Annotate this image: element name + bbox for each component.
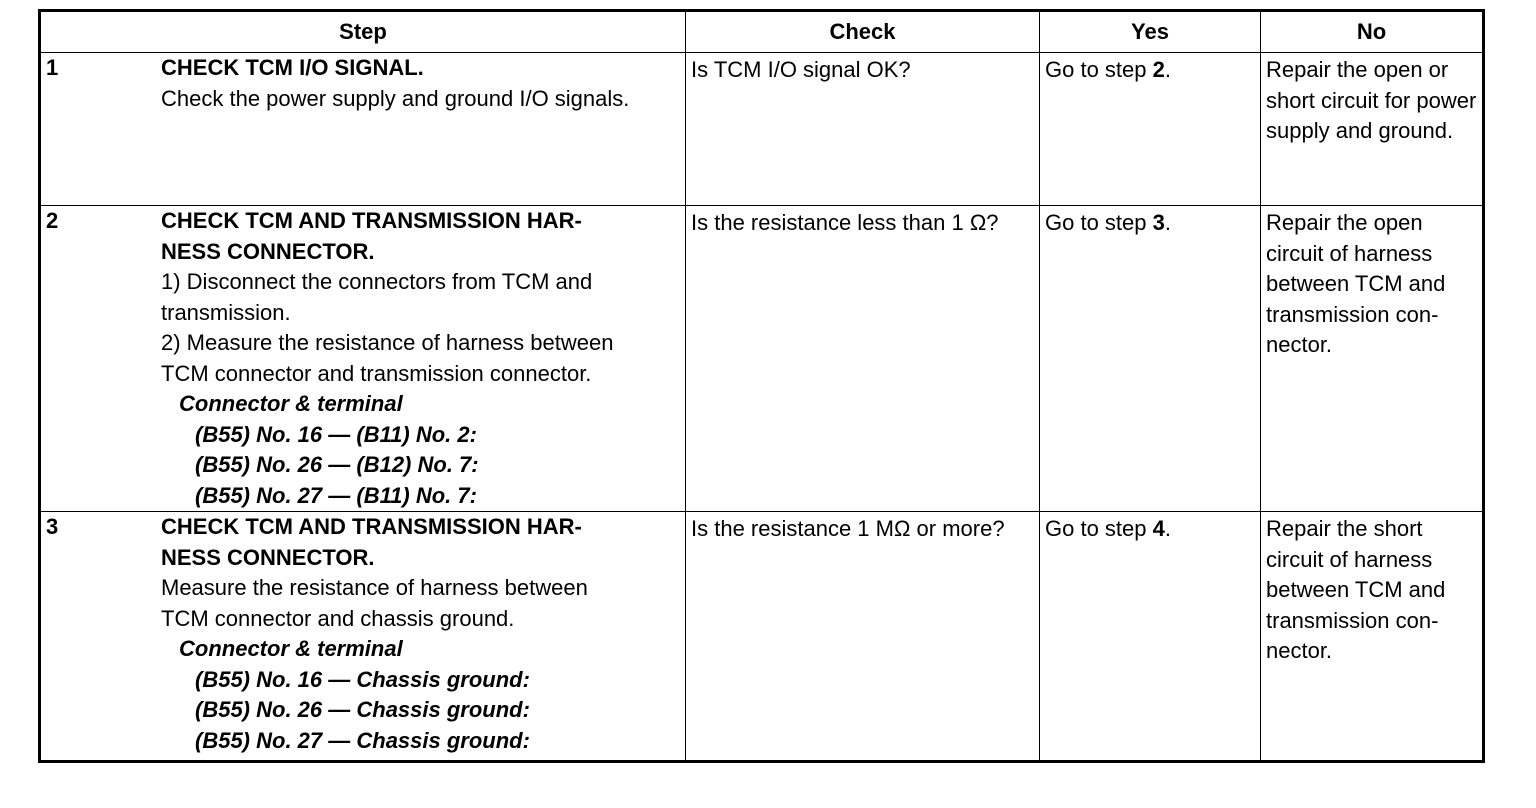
connector-terminal-label: Connector & terminal [179,636,403,661]
yes-prefix: Go to step [1045,516,1153,541]
yes-step-number: 4 [1152,516,1165,541]
step-instruction: 1) Disconnect the connectors from TCM and [161,269,593,294]
header-no: No [1261,11,1484,53]
yes-cell [1040,206,1261,512]
check-cell [686,512,1040,762]
table-header-row [40,11,1484,53]
terminal-spec: (B55) No. 26 — (B12) No. 7: [195,452,479,477]
no-action: Repair the short circuit of harness between TCM and transmission con-nector. [1266,516,1446,663]
step-cell [40,53,686,206]
no-action: Repair the open circuit of harness between TCM and transmission con-nector. [1266,210,1446,357]
yes-step-number: 2 [1152,57,1165,82]
step-body [161,512,677,756]
table-row [40,206,1484,512]
yes-prefix: Go to step [1045,210,1153,235]
check-question: Is the resistance less than 1 Ω? [691,210,999,235]
step-number: 1 [46,55,59,80]
step-title: CHECK TCM I/O SIGNAL. [161,55,424,80]
step-title: CHECK TCM AND TRANSMISSION HAR- [161,514,582,539]
connector-terminal-label: Connector & terminal [179,391,403,416]
yes-prefix: Go to step [1045,57,1153,82]
step-instruction: TCM connector and transmission connector. [161,360,592,386]
terminal-spec: (B55) No. 16 — (B11) No. 2: [195,421,477,447]
check-cell [686,206,1040,512]
step-number: 2 [46,208,59,233]
step-instruction: Measure the resistance of harness between [161,575,588,600]
yes-cell [1040,512,1261,762]
step-instruction: 2) Measure the resistance of harness between [161,330,614,355]
no-action: Repair the open or short circuit for power supply and ground. [1266,57,1477,143]
header-step: Step [40,11,686,53]
check-question: Is the resistance 1 MΩ or more? [691,516,1005,541]
table-row [40,512,1484,762]
header-yes: Yes [1040,11,1261,53]
diagnostic-procedure-table [38,9,1485,763]
no-cell [1261,206,1484,512]
terminal-spec: (B55) No. 27 — (B11) No. 7: [195,482,477,508]
step-title: CHECK TCM AND TRANSMISSION HAR- [161,208,582,233]
yes-action [1045,206,1255,239]
yes-suffix: . [1164,516,1171,541]
check-question: Is TCM I/O signal OK? [691,57,911,82]
terminal-spec: (B55) No. 16 — Chassis ground: [195,666,530,692]
check-cell [686,53,1040,206]
step-title: NESS CONNECTOR. [161,544,375,570]
terminal-spec: (B55) No. 27 — Chassis ground: [195,727,530,753]
step-instruction: Check the power supply and ground I/O signals. [161,85,630,111]
step-body [161,206,677,511]
step-instruction: transmission. [161,299,291,325]
step-number: 3 [46,514,59,539]
yes-suffix: . [1164,210,1171,235]
step-cell [40,512,686,762]
table-row [40,53,1484,206]
yes-action [1045,512,1255,545]
yes-cell [1040,53,1261,206]
terminal-spec: (B55) No. 26 — Chassis ground: [195,697,530,722]
header-check: Check [686,11,1040,53]
step-cell [40,206,686,512]
yes-step-number: 3 [1152,210,1165,235]
no-cell [1261,512,1484,762]
yes-action [1045,53,1255,86]
step-title: NESS CONNECTOR. [161,238,375,264]
no-cell [1261,53,1484,206]
step-instruction: TCM connector and chassis ground. [161,605,515,631]
yes-suffix: . [1164,57,1171,82]
step-body [161,53,677,114]
